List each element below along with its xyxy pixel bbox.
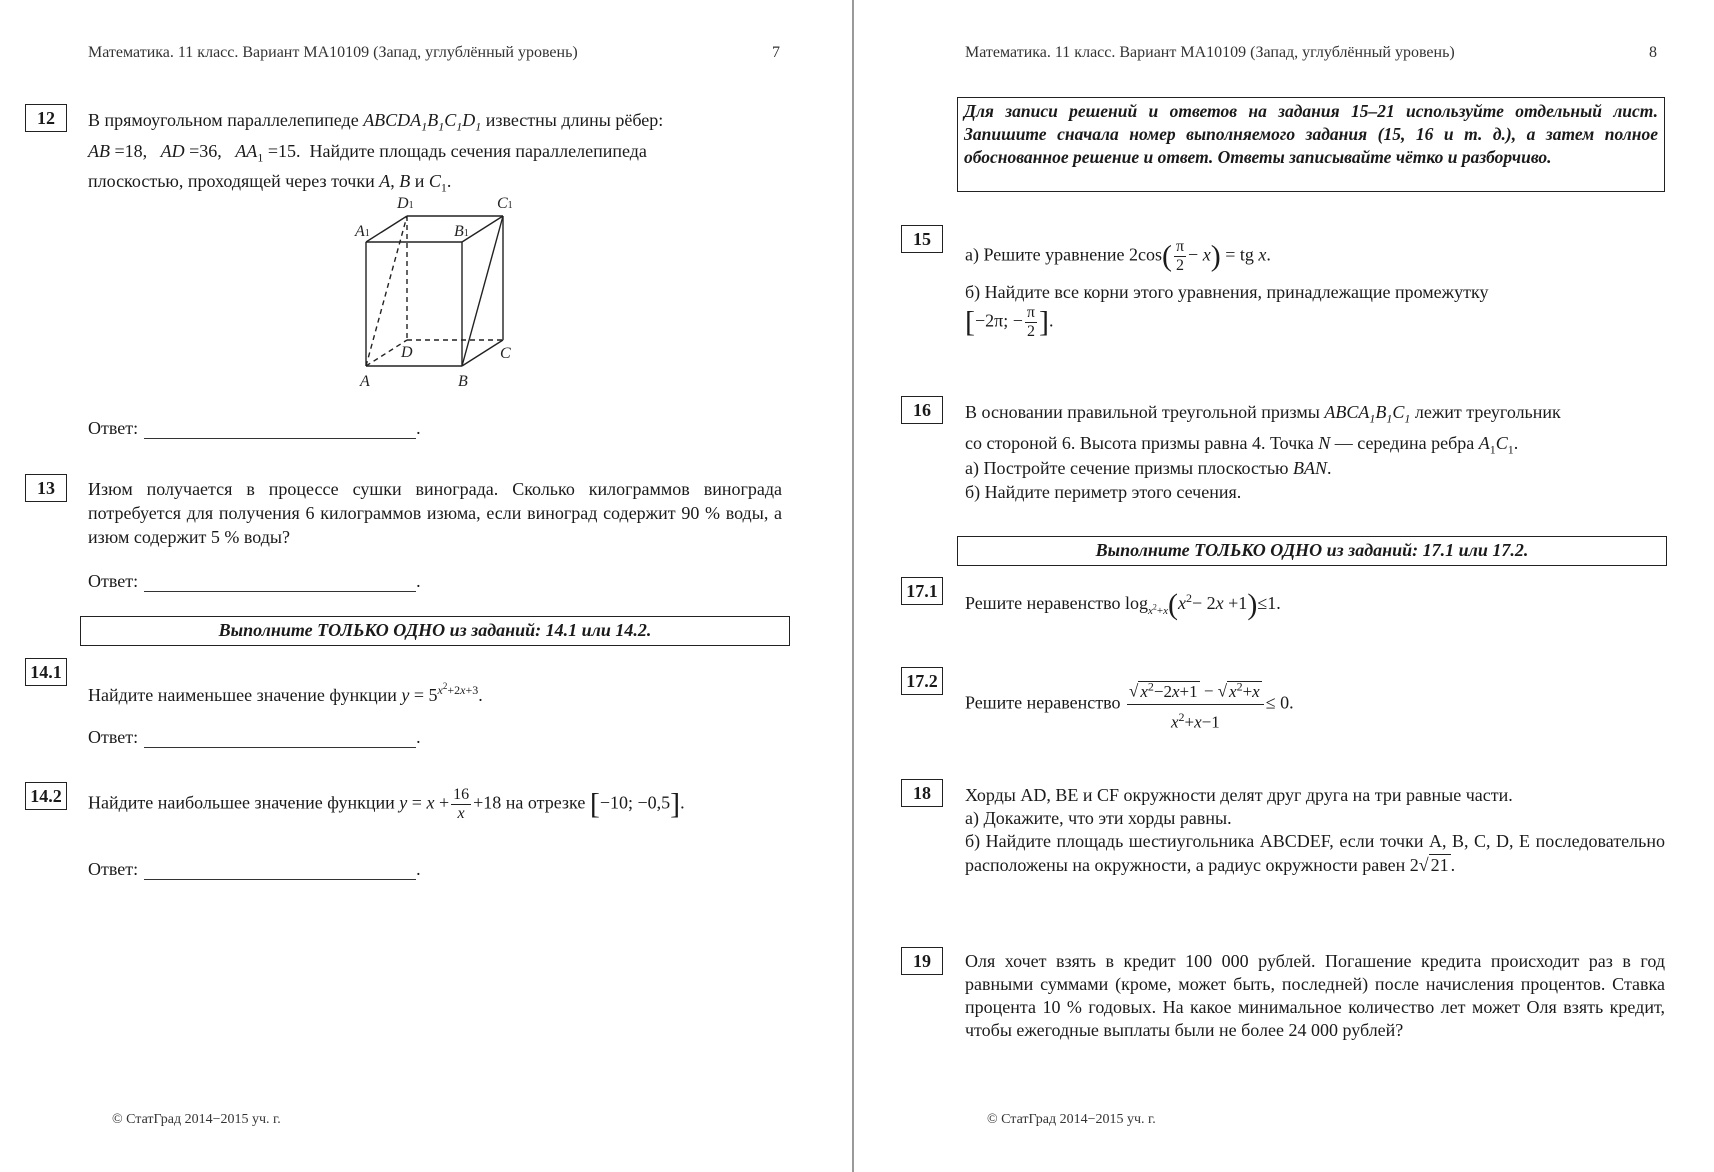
task-12-text-a: В прямоугольном параллелепипеде [88, 110, 359, 130]
task-17-2-text: Решите неравенство $\frac{√ x^2-2x+1 - √ x^2+x}{x^2+x-1}$ ≤ 0. [965, 674, 1665, 734]
right-page [857, 0, 1714, 1172]
label-C: C [500, 345, 511, 362]
task-number-16: 16 [901, 396, 943, 424]
task-number-14-1: 14.1 [25, 658, 67, 686]
label-C1: C1 [497, 195, 513, 212]
page-footer: © СтатГрад 2014−2015 уч. г. [112, 1112, 281, 1127]
task-19-text: Оля хочет взять в кредит 100 000 рублей. Погашение кредита происходит раз в год равными суммами (кроме, может быть, последней) после начисления процентов. Ставка процента 10 % годовых. На какое минимальное количество лет может Оля взять кредит, чтобы ежегодные выплаты были не более 24 000 рублей? [965, 951, 1665, 1040]
task-13-text: Изюм получается в процессе сушки винограда. Сколько килограммов винограда потребуется для получения 6 килограммов изюма, если виноград содержит 90 % воды, а изюм содержит 5 % воды? [88, 479, 782, 547]
page-header: Математика. 11 класс. Вариант МА10109 (Запад, углублённый уровень) [88, 44, 578, 61]
task-14-2-text: Найдите наибольшее значение функции y = x + $\frac{16}{x}$ +18 на отрезке [−10; −0,5]. [88, 786, 685, 822]
task-17-1-text: Решите неравенство $\log_{x^2+x}(x^2- 2x +1)\le 1$. [965, 587, 1281, 621]
task-16-b: б) Найдите периметр этого сечения. [965, 482, 1242, 502]
task-number-17-1: 17.1 [901, 577, 943, 605]
parallelepiped-figure [345, 190, 525, 390]
label-A1: A1 [355, 223, 370, 240]
task-12-text-c: Найдите площадь сечения параллелепипеда [309, 140, 647, 161]
label-D1: D1 [397, 195, 414, 212]
page-divider [852, 0, 854, 1172]
task-12-text: В прямоугольном параллелепипеде $ABCDA_1B_1C_1D_1$ известны длины рёбер: AB =18, AD =36, $AA_1 =15$. Найдите площадь сечения параллелепипеда плоскостью, проходящей через точки A, B и $C_1$. [88, 110, 664, 195]
label-B: B [458, 373, 468, 390]
left-page [0, 0, 852, 1172]
task-18-a: а) Докажите, что эти хорды равны. [965, 808, 1232, 828]
page-footer: © СтатГрад 2014−2015 уч. г. [987, 1112, 1156, 1127]
task-number-13: 13 [25, 474, 67, 502]
task-15-a: а) Решите уравнение 2cos( $\frac{\pi}{2}$ − x) = tg x. [965, 238, 1271, 274]
task-number-15: 15 [901, 225, 943, 253]
answer-field-14-2[interactable]: Ответ: . [88, 859, 421, 879]
page-number: 7 [772, 44, 780, 61]
label-B1: B1 [454, 223, 469, 240]
task-15-b: б) Найдите все корни этого уравнения, принадлежащие промежутку [−2π; − $\frac{\pi}{2}$ ]. [965, 282, 1489, 340]
answer-field-12[interactable]: Ответ: . [88, 418, 421, 438]
page-number: 8 [1649, 44, 1657, 61]
task-12-text-d: плоскостью, проходящей через точки [88, 171, 375, 192]
task-number-12: 12 [25, 104, 67, 132]
task-number-18: 18 [901, 779, 943, 807]
answer-field-13[interactable]: Ответ: . [88, 571, 421, 591]
label-A: A [360, 373, 370, 390]
task-number-19: 19 [901, 947, 943, 975]
task-18-text: Хорды AD, BE и CF окружности делят друг друга на три равные части. [965, 785, 1513, 805]
task-14-1-text: Найдите наименьшее значение функции $y = 5^{x^2+2x+3}$. [88, 681, 483, 705]
instructions-notice: Для записи решений и ответов на задания 15–21 используйте отдельный лист. Запишите сначала номер выполняемого задания (15, 16 и т. д.), а затем полное обоснованное решение и ответ. Ответы записывайте чётко и разборчиво. [957, 97, 1665, 192]
choice-banner-14: Выполните ТОЛЬКО ОДНО из заданий: 14.1 или 14.2. [80, 616, 790, 646]
answer-field-14-1[interactable]: Ответ: . [88, 727, 421, 747]
task-16-a: а) Постройте сечение призмы плоскостью BAN. [965, 458, 1332, 478]
task-number-14-2: 14.2 [25, 782, 67, 810]
task-18-b: б) Найдите площадь шестиугольника ABCDEF, если точки A, B, C, D, E последовательно расположены на окружности, а радиус окружности равен 2√ 21 . [965, 831, 1665, 875]
choice-banner-17: Выполните ТОЛЬКО ОДНО из заданий: 17.1 или 17.2. [957, 536, 1667, 566]
task-number-17-2: 17.2 [901, 667, 943, 695]
task-12-text-b: известны длины рёбер: [485, 110, 664, 130]
label-D: D [401, 344, 413, 361]
page-header: Математика. 11 класс. Вариант МА10109 (Запад, углублённый уровень) [965, 44, 1455, 61]
task-16-text: В основании правильной треугольной призмы $ABCA_1B_1C_1$ лежит треугольник со стороной 6. Высота призмы равна 4. Точка N — середина ребра $A_1C_1$. [965, 402, 1561, 457]
